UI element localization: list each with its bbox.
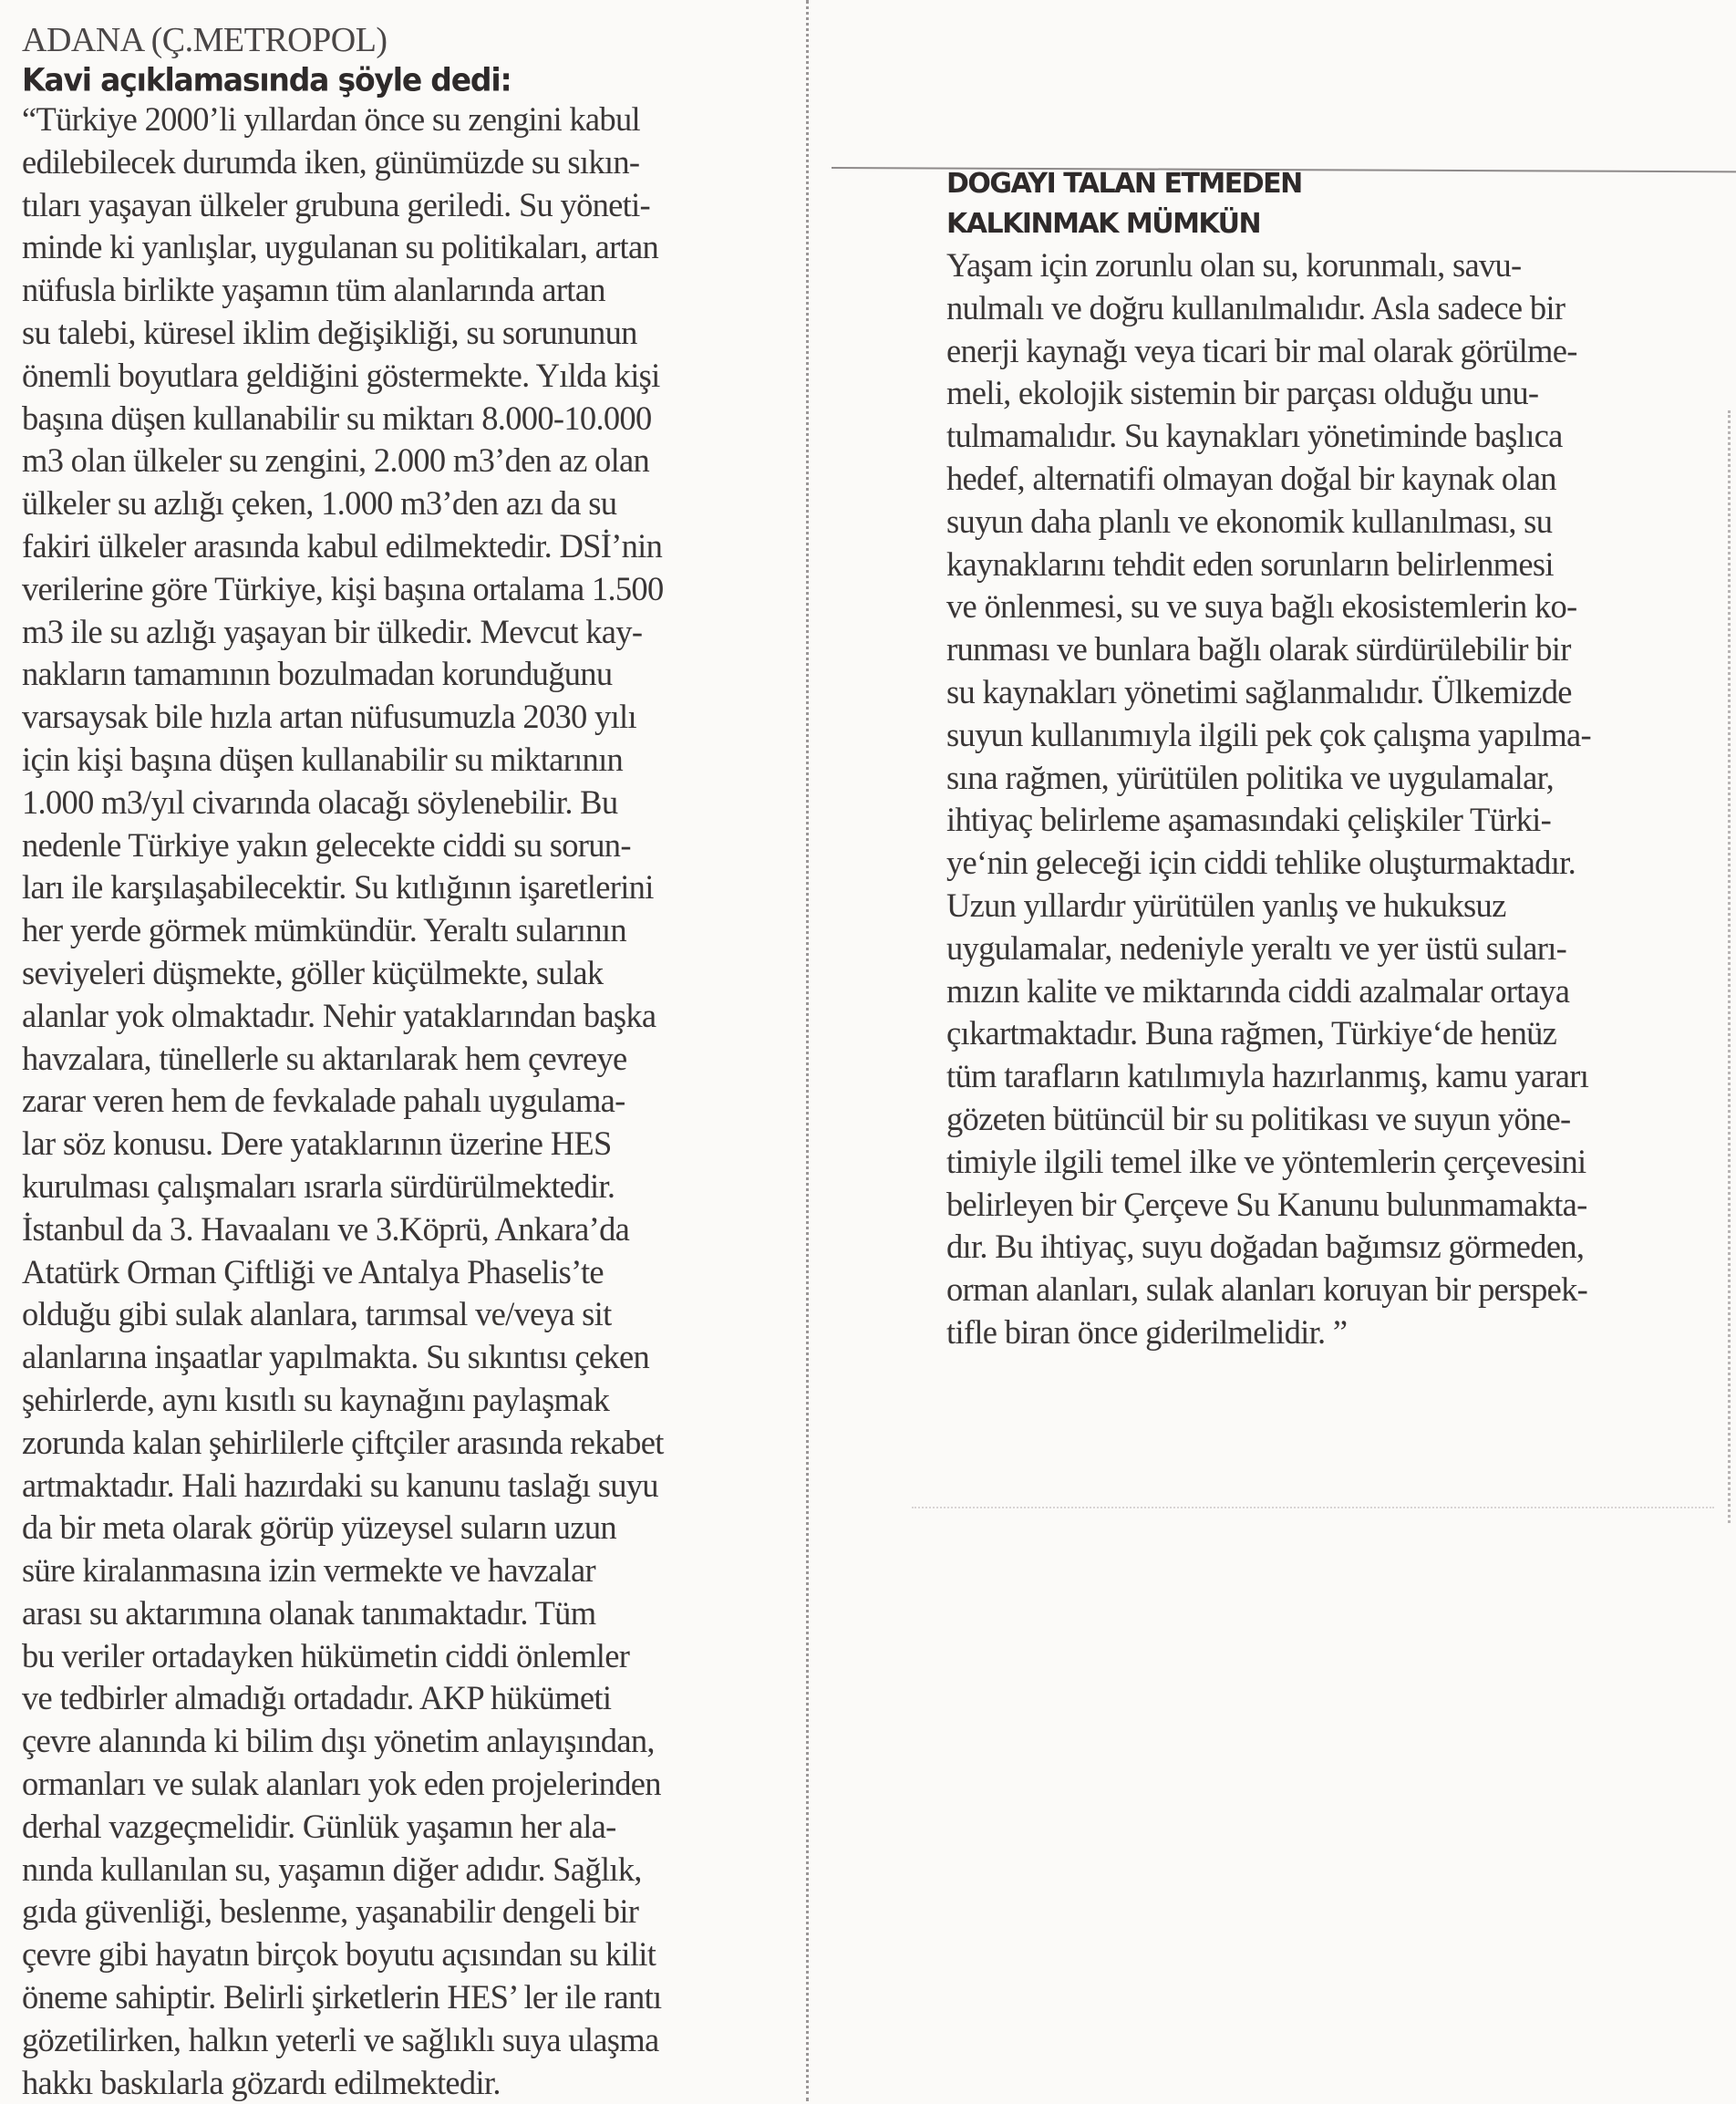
body-text-line: her yerde görmek mümkündür. Yeraltı sularının	[22, 911, 626, 949]
body-text-line: alanlarına inşaatlar yapılmakta. Su sıkıntısı çeken	[22, 1338, 649, 1376]
body-text-line: runması ve bunlara bağlı olarak sürdürülebilir bir	[946, 630, 1571, 669]
body-text-line: ve önlenmesi, su ve suya bağlı ekosistemlerin ko-	[946, 587, 1577, 626]
body-text-line: için kişi başına düşen kullanabilir su miktarının	[22, 740, 624, 778]
body-text-line: ve tedbirler almadığı ortadadır. AKP hükümeti	[22, 1679, 612, 1717]
body-text-line: gözeten bütüncül bir su politikası ve suyun yöne-	[946, 1099, 1571, 1137]
subhead-line: DOGAYI TALAN ETMEDEN	[946, 168, 1302, 200]
body-text-line: tifle biran önce giderilmelidir. ”	[946, 1312, 1348, 1351]
section-subhead	[946, 164, 1731, 244]
body-text-line: ormanları ve sulak alanları yok eden projelerinden	[22, 1765, 661, 1803]
body-text-line: bu veriler ortadayken hükümetin ciddi önlemler	[22, 1636, 630, 1674]
body-text-line: dır. Bu ihtiyaç, suyu doğadan bağımsız görmeden,	[946, 1228, 1585, 1266]
body-text-line: kurulması çalışmaları ısrarla sürdürülmektedir.	[22, 1166, 615, 1205]
body-text-line: çıkartmaktadır. Buna rağmen, Türkiye‘de henüz	[946, 1014, 1557, 1052]
body-text-line: gıda güvenliği, beslenme, yaşanabilir dengeli bir	[22, 1892, 639, 1931]
body-text-line: havzalara, tünellerle su aktarılarak hem çevreye	[22, 1039, 627, 1077]
body-text-line: m3 ile su azlığı yaşayan bir ülkedir. Mevcut kay-	[22, 612, 643, 650]
lead-in-heading: Kavi açıklamasında şöyle dedi:	[22, 61, 512, 98]
body-text-line: tıları yaşayan ülkeler grubuna geriledi. Su yöneti-	[22, 185, 651, 223]
body-text-line: enerji kaynağı veya ticari bir mal olarak görülme-	[946, 331, 1577, 369]
body-text-line: su talebi, küresel iklim değişikliği, su sorununun	[22, 313, 637, 351]
body-text-line: nulmalı ve doğru kullanılmalıdır. Asla sadece bir	[946, 288, 1566, 326]
body-text-line: timiyle ilgili temel ilke ve yöntemlerin çerçevesini	[946, 1142, 1586, 1180]
body-text-line: lar söz konusu. Dere yataklarının üzerine HES	[22, 1125, 612, 1163]
body-text-line: önemli boyutlara geldiğini göstermekte. Yılda kişi	[22, 356, 660, 394]
body-text-line: gözetilirken, halkın yeterli ve sağlıklı suya ulaşma	[22, 2020, 659, 2058]
body-text-line: ye‘nin geleceği için ciddi tehlike oluşturmaktadır.	[946, 844, 1576, 882]
body-text-line: zorunda kalan şehirlilerle çiftçiler arasında rekabet	[22, 1423, 664, 1461]
body-text-line: zarar veren hem de fevkalade pahalı uygulama-	[22, 1082, 625, 1120]
body-text-line: çevre alanında ki bilim dışı yönetim anlayışından,	[22, 1722, 655, 1760]
body-text-line: ihtiyaç belirleme aşamasındaki çelişkiler Türki-	[946, 801, 1552, 839]
body-text-line: süre kiralanmasına izin vermekte ve havzalar	[22, 1551, 595, 1590]
column-divider	[806, 0, 809, 2101]
body-text-line: mızın kalite ve miktarında ciddi azalmalar ortaya	[946, 971, 1570, 1010]
body-text-line: İstanbul da 3. Havaalanı ve 3.Köprü, Ankara’da	[22, 1209, 630, 1248]
body-text-line: Uzun yıllardır yürütülen yanlış ve hukuksuz	[946, 886, 1506, 924]
right-column-body	[946, 244, 1731, 1354]
body-text-line: arası su aktarımına olanak tanımaktadır. Tüm	[22, 1593, 596, 1632]
body-text-line: artmaktadır. Hali hazırdaki su kanunu taslağı suyu	[22, 1466, 658, 1504]
left-column-body	[22, 98, 797, 2104]
body-text-line: nında kullanılan su, yaşamın diğer adıdır. Sağlık,	[22, 1850, 642, 1888]
body-text-line: m3 olan ülkeler su zengini, 2.000 m3’den az olan	[22, 441, 650, 480]
subhead-line: KALKINMAK MÜMKÜN	[946, 208, 1261, 240]
body-text-line: kaynaklarını tehdit eden sorunların belirlenmesi	[946, 544, 1554, 583]
body-text-line: olduğu gibi sulak alanlara, tarımsal ve/veya sit	[22, 1295, 612, 1333]
body-text-line: su kaynakları yönetimi sağlanmalıdır. Ülkemizde	[946, 672, 1572, 710]
body-text-line: nedenle Türkiye yakın gelecekte ciddi su sorun-	[22, 825, 631, 864]
right-column	[946, 164, 1731, 1354]
body-text-line: öneme sahiptir. Belirli şirketlerin HES’ ler ile rantı	[22, 1978, 662, 2016]
body-text-line: hedef, alternatifi olmayan doğal bir kaynak olan	[946, 459, 1556, 497]
body-text-line: ları ile karşılaşabilecektir. Su kıtlığının işaretlerini	[22, 868, 654, 907]
body-text-line: ülkeler su azlığı çeken, 1.000 m3’den azı da su	[22, 484, 617, 523]
body-text-line: edilebilecek durumda iken, günümüzde su sıkın-	[22, 142, 640, 181]
body-text-line: Atatürk Orman Çiftliği ve Antalya Phaselis’te	[22, 1252, 604, 1290]
body-text-line: çevre gibi hayatın birçok boyutu açısından su kilit	[22, 1935, 656, 1974]
body-text-line: suyun daha planlı ve ekonomik kullanılması, su	[946, 502, 1553, 540]
body-text-line: sına rağmen, yürütülen politika ve uygulamalar,	[946, 758, 1555, 796]
body-text-line: nüfusla birlikte yaşamın tüm alanlarında artan	[22, 271, 605, 309]
body-text-line: nakların tamamının bozulmadan korunduğunu	[22, 655, 613, 693]
body-text-line: “Türkiye 2000’li yıllardan önce su zengini kabul	[22, 100, 640, 138]
body-text-line: belirleyen bir Çerçeve Su Kanunu bulunmamakta-	[946, 1185, 1587, 1223]
body-text-line: Yaşam için zorunlu olan su, korunmalı, savu-	[946, 246, 1522, 284]
body-text-line: seviyeleri düşmekte, göller küçülmekte, sulak	[22, 953, 604, 991]
bottom-rule	[912, 1507, 1714, 1508]
body-text-line: tulmamalıdır. Su kaynakları yönetiminde başlıca	[946, 417, 1563, 455]
body-text-line: başına düşen kullanabilir su miktarı 8.000-10.000	[22, 399, 652, 437]
body-text-line: şehirlerde, aynı kısıtlı su kaynağını paylaşmak	[22, 1380, 610, 1418]
body-text-line: tüm tarafların katılımıyla hazırlanmış, kamu yararı	[946, 1057, 1589, 1095]
body-text-line: minde ki yanlışlar, uygulanan su politikaları, artan	[22, 228, 659, 266]
body-text-line: 1.000 m3/yıl civarında olacağı söylenebilir. Bu	[22, 783, 618, 821]
body-text-line: alanlar yok olmaktadır. Nehir yataklarından başka	[22, 996, 656, 1034]
body-text-line: orman alanları, sulak alanları koruyan bir perspek-	[946, 1270, 1588, 1309]
body-text-line: derhal vazgeçmelidir. Günlük yaşamın her ala-	[22, 1807, 616, 1845]
body-text-line: meli, ekolojik sistemin bir parçası olduğu unu-	[946, 374, 1539, 412]
body-text-line: da bir meta olarak görüp yüzeysel suların uzun	[22, 1508, 616, 1547]
body-text-line: fakiri ülkeler arasında kabul edilmektedir. DSİ’nin	[22, 526, 663, 565]
left-column	[22, 20, 797, 2104]
dateline: ADANA (Ç.METROPOL)	[22, 21, 388, 59]
body-text-line: verilerine göre Türkiye, kişi başına ortalama 1.500	[22, 569, 664, 607]
body-text-line: suyun kullanımıyla ilgili pek çok çalışma yapılma-	[946, 715, 1592, 753]
body-text-line: uygulamalar, nedeniyle yeraltı ve yer üstü suları-	[946, 928, 1567, 967]
body-text-line: hakkı baskılarla gözardı edilmektedir.	[22, 2063, 501, 2101]
body-text-line: varsaysak bile hızla artan nüfusumuzla 2030 yılı	[22, 698, 636, 736]
